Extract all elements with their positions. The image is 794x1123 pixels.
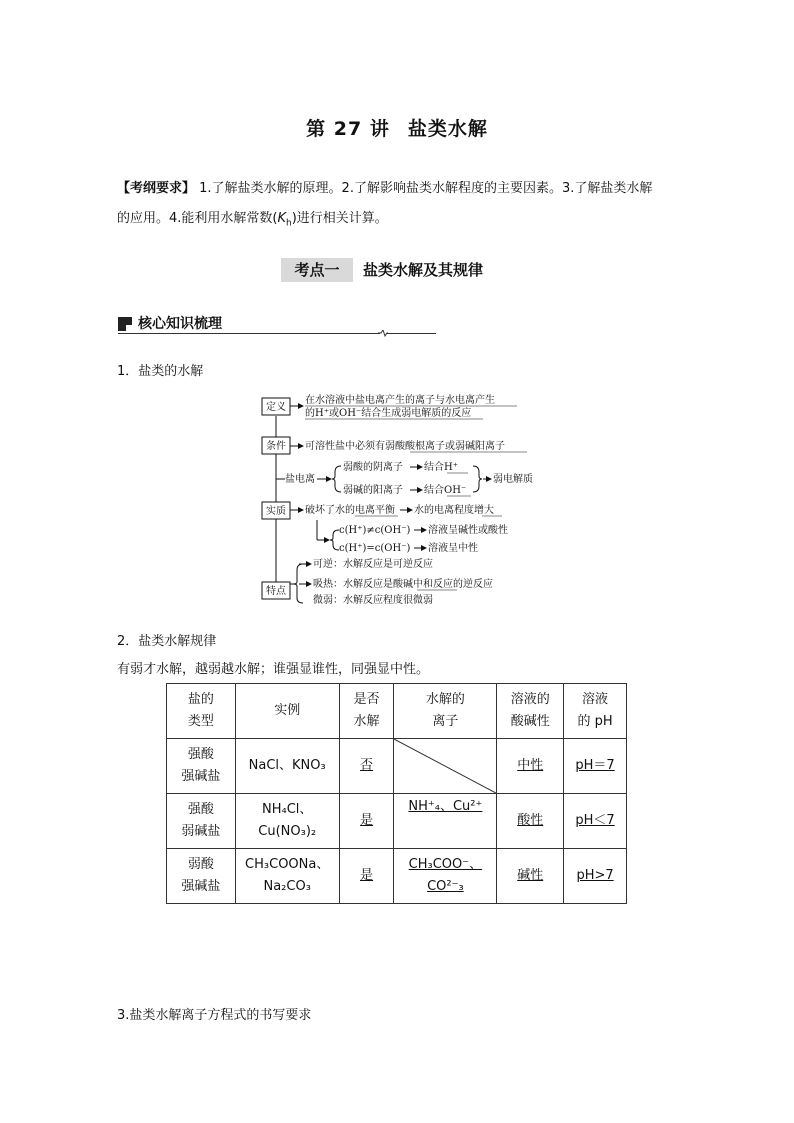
- weak-acid-anion: 弱酸的阴离子: [343, 462, 403, 473]
- example: CH₃COONa、 Na₂CO₃: [235, 849, 339, 904]
- ions: CH₃COO⁻、 CO²⁻₃: [394, 849, 497, 904]
- hydrolyze: 否: [339, 739, 394, 794]
- header-hydrolyze: 是否 水解: [339, 684, 394, 739]
- requirements-text-3: )进行相关计算。: [291, 211, 388, 226]
- requirements-tag: 【考纲要求】: [117, 181, 196, 196]
- example: NaCl、KNO₃: [235, 739, 339, 794]
- ph: pH＜7: [564, 794, 627, 849]
- concentration-equal: c(H⁺)=c(OH⁻): [339, 543, 411, 554]
- acidity: 酸性: [497, 794, 564, 849]
- ph: pH>7: [564, 849, 627, 904]
- section-1-title: 1．盐类的水解: [117, 364, 204, 379]
- essence-text-2: 水的电离程度增大: [414, 505, 494, 516]
- heading-rule-tail: [386, 333, 436, 334]
- concentration-unequal: c(H⁺)≠c(OH⁻): [339, 525, 411, 536]
- requirements-line-1: [117, 174, 687, 204]
- definition-text-2: 的H⁺或OH⁻结合生成弱电解质的反应: [305, 408, 472, 419]
- ions: NH⁺₄、Cu²⁺: [394, 794, 497, 849]
- table-header-row: [167, 684, 627, 739]
- weak-electrolyte: 弱电解质: [493, 474, 533, 485]
- point-label: 考点一: [294, 261, 340, 279]
- point-title: 盐类水解及其规律: [363, 261, 484, 279]
- ph: pH＝7: [564, 739, 627, 794]
- weak-base-cation: 弱碱的阳离子: [343, 485, 403, 496]
- combine-h: 结合H⁺: [424, 462, 458, 473]
- ions-empty: [394, 739, 497, 794]
- header-acidity: 溶液的 酸碱性: [497, 684, 564, 739]
- requirements-line-2: [117, 204, 687, 239]
- kh-subscript: h: [286, 218, 292, 229]
- essence-box: [262, 502, 290, 519]
- salt-hydrolysis-table: [166, 683, 627, 904]
- essence-text-1: 破坏了水的电离平衡: [305, 505, 395, 516]
- essence-label: 实质: [266, 506, 286, 517]
- requirements-text-1: 1.了解盐类水解的原理。2.了解影响盐类水解程度的主要因素。3.了解盐类水解: [195, 181, 653, 196]
- basic-or-acidic: 溶液呈碱性或酸性: [428, 525, 508, 536]
- feature-reversible: 可逆：水解反应是可逆反应: [313, 559, 433, 570]
- lesson-number: 第 27 讲: [306, 118, 390, 140]
- header-ph: 溶液 的 pH: [564, 684, 627, 739]
- header-ions: 水解的 离子: [394, 684, 497, 739]
- hydrolysis-rule-sentence: 有弱才水解，越弱越水解；谁强显谁性，同强显中性。: [117, 662, 430, 677]
- diagonal-line: [394, 739, 496, 793]
- table-row: [167, 739, 627, 794]
- condition-text: 可溶性盐中必须有弱酸酸根离子或弱碱阳离子: [305, 441, 505, 452]
- feature-box: [262, 582, 290, 599]
- acidity: 碱性: [497, 849, 564, 904]
- salt-type: 弱酸 强碱盐: [167, 849, 236, 904]
- ionization-label: 盐电离: [285, 474, 315, 485]
- salt-type: 强酸 强碱盐: [167, 739, 236, 794]
- lesson-title: [0, 114, 794, 141]
- table-row: [167, 849, 627, 904]
- condition-label: 条件: [266, 441, 286, 452]
- feature-label: 特点: [266, 586, 286, 597]
- combine-oh: 结合OH⁻: [424, 485, 467, 496]
- acidity: 中性: [497, 739, 564, 794]
- salt-type: 强酸 弱碱盐: [167, 794, 236, 849]
- kh-symbol: K: [277, 211, 287, 226]
- header-example: 实例: [235, 684, 339, 739]
- neutral-solution: 溶液呈中性: [428, 543, 478, 554]
- hydrolysis-concept-diagram: [255, 390, 555, 605]
- lesson-topic: 盐类水解: [407, 118, 488, 140]
- hydrolyze: 是: [339, 849, 394, 904]
- section-2-title: 2．盐类水解规律: [117, 634, 217, 649]
- requirements-text-2: 的应用。4.能利用水解常数(: [117, 211, 278, 226]
- definition-label: 定义: [266, 402, 286, 413]
- hydrolyze: 是: [339, 794, 394, 849]
- definition-text-1: 在水溶液中盐电离产生的离子与水电离产生: [305, 395, 495, 406]
- definition-box: [262, 398, 290, 415]
- section-square-icon: [118, 317, 132, 331]
- header-salt-type: 盐的 类型: [167, 684, 236, 739]
- heading-rule: [118, 333, 380, 334]
- feature-weak: 微弱：水解反应程度很微弱: [313, 595, 433, 605]
- section-3-title: 3.盐类水解离子方程式的书写要求: [117, 1008, 312, 1023]
- condition-box: [262, 437, 290, 454]
- syllabus-requirements: [117, 174, 687, 239]
- table-row: [167, 794, 627, 849]
- rule-notch-icon: [378, 330, 388, 338]
- core-knowledge-heading: 核心知识梳理: [138, 316, 222, 332]
- feature-endothermic: 吸热：水解反应是酸碱中和反应的逆反应: [313, 579, 493, 590]
- example: NH₄Cl、 Cu(NO₃)₂: [235, 794, 339, 849]
